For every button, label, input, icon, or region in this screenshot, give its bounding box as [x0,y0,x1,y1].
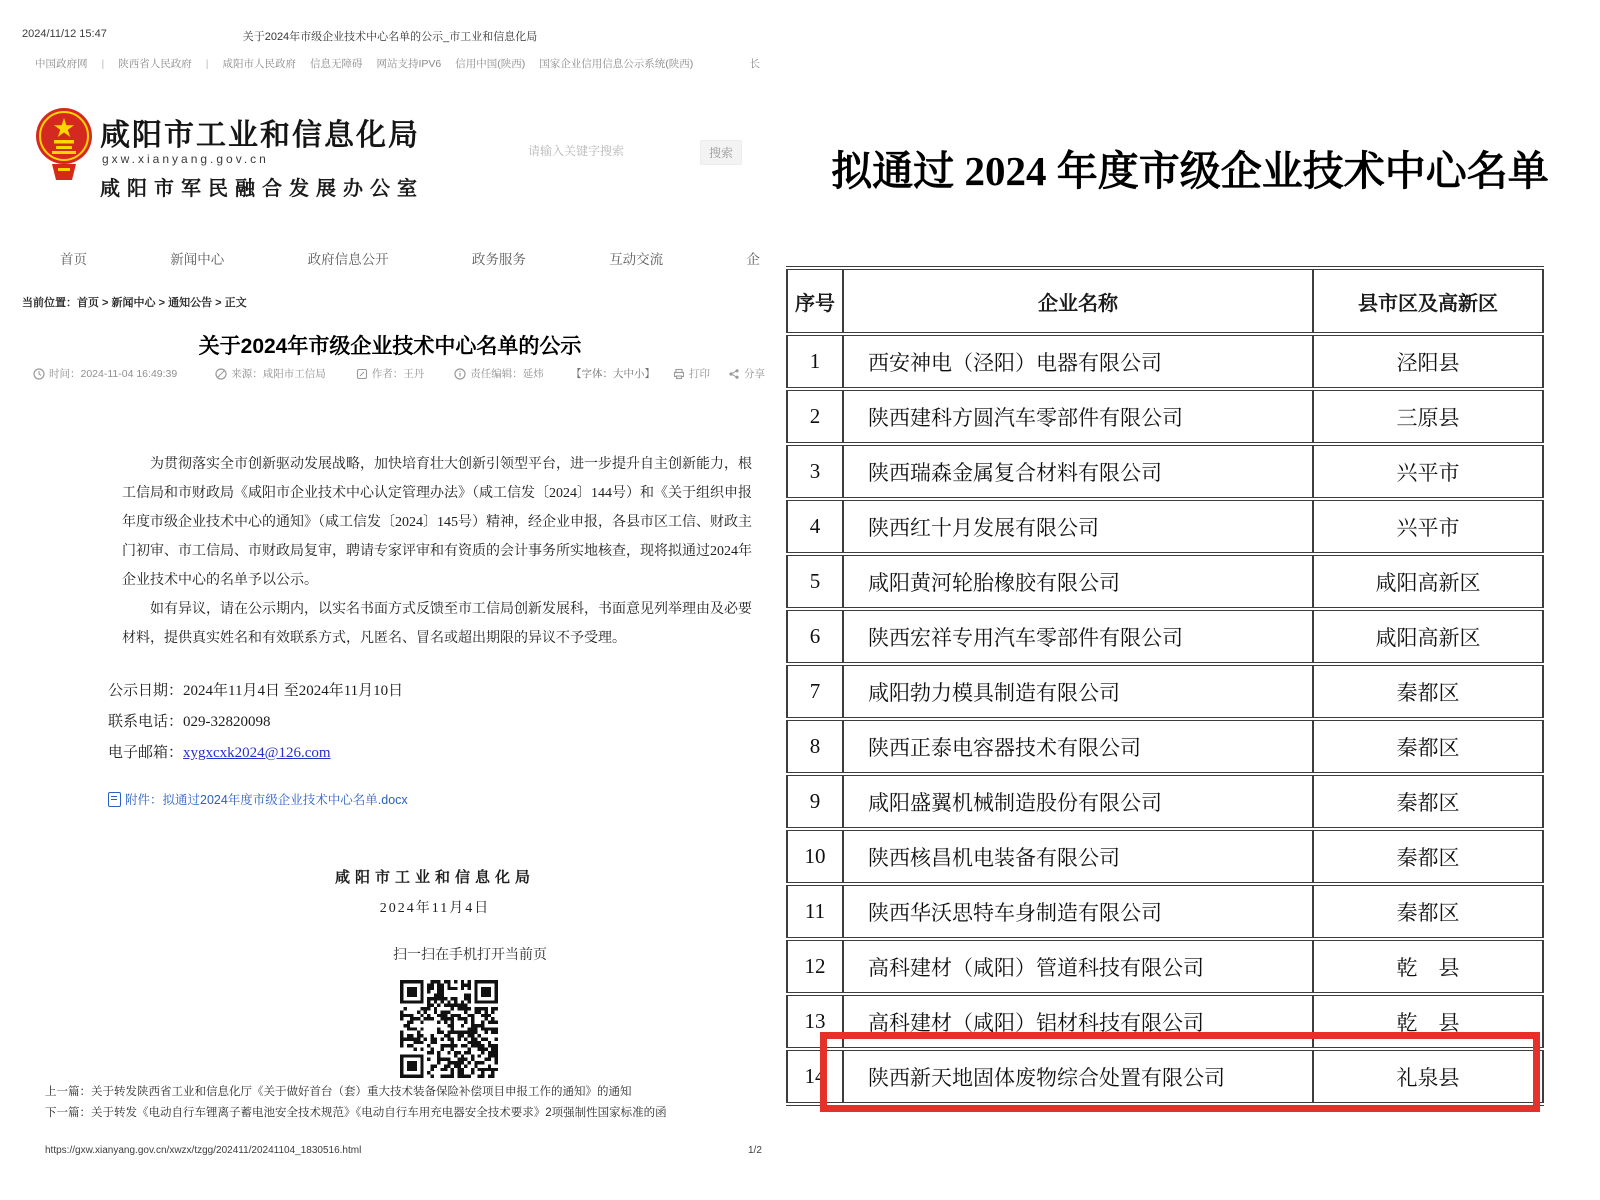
print-doc-title: 关于2024年市级企业技术中心名单的公示_市工业和信息化局 [242,31,538,43]
cell-district: 兴平市 [1313,444,1543,499]
list-title: 拟通过 2024 年度市级企业技术中心名单 [831,148,1549,194]
table-header-row [787,268,1543,334]
cell-seq: 7 [787,664,843,719]
cell-district: 秦都区 [1313,664,1543,719]
cell-company: 陕西华沃思特车身制造有限公司 [843,884,1313,939]
search-input[interactable]: 请输入关键字搜索 [528,144,625,158]
nav-item[interactable]: 首页 [60,252,87,267]
cell-seq: 5 [787,554,843,609]
cell-company: 咸阳勃力模具制造有限公司 [843,664,1313,719]
font-size-control[interactable]: 【字体：大中小】 [571,368,655,380]
cell-seq: 9 [787,774,843,829]
top-link[interactable]: 陕西省人民政府 [118,58,192,70]
site-url: gxw.xianyang.gov.cn [102,152,269,166]
signature-org: 咸阳市工业和信息化局 [334,870,535,886]
body-line: 如有异议，请在公示期内，以实名书面方式反馈至市工信局创新发展科，书面意见列举理由及必要 [150,602,752,617]
top-link[interactable]: 国家企业信用信息公示系统(陕西) [539,58,694,70]
nav-item[interactable]: 新闻中心 [170,252,225,267]
cell-district: 秦都区 [1313,774,1543,829]
article-body [122,450,782,653]
share-icon [728,368,740,380]
cell-company: 陕西核昌机电装备有限公司 [843,829,1313,884]
header-seq: 序号 [787,268,843,334]
cell-seq: 4 [787,499,843,554]
source-icon [215,368,227,380]
main-nav [60,248,760,268]
page-url: https://gxw.xianyang.gov.cn/xwzx/tzgg/202411/20241104_1830516.html [45,1145,362,1156]
divider: | [101,57,105,70]
attachment-link[interactable] [108,790,408,808]
printer-icon [673,368,685,380]
cell-company: 陕西宏祥专用汽车零部件有限公司 [843,609,1313,664]
webpage-print-view [0,0,780,1200]
cell-seq: 8 [787,719,843,774]
prev-next-links [45,1082,765,1124]
print-button[interactable] [673,366,710,381]
document-icon [108,792,121,807]
print-datetime: 2024/11/12 15:47 [22,28,107,40]
body-line: 企业技术中心的名单予以公示。 [122,573,318,588]
qr-caption: 扫一扫在手机打开当前页 [393,946,547,962]
body-line: 工信局和市财政局《咸阳市企业技术中心认定管理办法》（咸工信发〔2024〕144号）和《关于组织申报 [122,486,752,501]
breadcrumb[interactable]: 当前位置：首页 > 新闻中心 > 通知公告 > 正文 [22,297,247,309]
cell-company: 陕西正泰电容器技术有限公司 [843,719,1313,774]
contact-phone: 联系电话：029-32820098 [108,714,271,730]
cell-seq: 1 [787,334,843,389]
table-row [787,389,1543,444]
search-button[interactable]: 搜索 [700,140,742,165]
meta-author [356,366,425,381]
attachment-label: 附件：拟通过2024年度市级企业技术中心名单.docx [125,793,408,807]
email-link[interactable]: xygxcxk2024@126.com [183,745,331,761]
table-row [787,774,1543,829]
top-link[interactable]: 信用中国(陕西) [455,58,526,70]
cell-district: 泾阳县 [1313,334,1543,389]
cell-company: 咸阳盛翼机械制造股份有限公司 [843,774,1313,829]
page-number: 1/2 [748,1145,762,1156]
cell-district: 兴平市 [1313,499,1543,554]
publicity-dates: 公示日期：2024年11月4日 至2024年11月10日 [108,683,404,699]
cell-company: 高科建材（咸阳）铝材科技有限公司 [843,994,1313,1049]
table-row [787,939,1543,994]
table-row [787,499,1543,554]
nav-item[interactable]: 企 [746,252,760,267]
share-button-label: 分享 [744,368,765,380]
meta-editor-text: 责任编辑：延炜 [470,368,544,380]
table-row [787,609,1543,664]
email-label: 电子邮箱： [108,745,184,761]
cell-district: 咸阳高新区 [1313,609,1543,664]
cell-district: 三原县 [1313,389,1543,444]
cell-district: 乾 县 [1313,939,1543,994]
cell-district: 乾 县 [1313,994,1543,1049]
nav-item[interactable]: 互动交流 [609,252,664,267]
cell-seq: 6 [787,609,843,664]
site-subtitle: 咸阳市军民融合发展办公室 [100,178,424,200]
meta-source [215,366,326,381]
pencil-icon [356,368,368,380]
table-row [787,719,1543,774]
body-line: 门初审、市工信局、市财政局复审，聘请专家评审和有资质的会计事务所实地核查，现将拟通过2024年 [122,544,752,559]
share-button[interactable] [728,366,765,381]
next-article-link[interactable]: 下一篇：关于转发《电动自行车锂离子蓄电池安全技术规范》《电动自行车用充电器安全技术要求》2项强制性国家标准的函 [45,1107,667,1119]
print-header [0,28,780,44]
cell-seq: 14 [787,1049,843,1104]
cell-seq: 10 [787,829,843,884]
list-document [780,0,1600,1200]
print-button-label: 打印 [689,368,710,380]
article-title: 关于2024年市级企业技术中心名单的公示 [198,335,582,358]
cell-seq: 2 [787,389,843,444]
cell-company: 陕西瑞森金属复合材料有限公司 [843,444,1313,499]
table-row [787,884,1543,939]
table-row [787,334,1543,389]
cell-district: 咸阳高新区 [1313,554,1543,609]
national-emblem-logo [34,106,94,184]
meta-editor [454,366,544,381]
table-row [787,994,1543,1049]
cell-company: 陕西红十月发展有限公司 [843,499,1313,554]
cell-company: 咸阳黄河轮胎橡胶有限公司 [843,554,1313,609]
cell-company: 西安神电（泾阳）电器有限公司 [843,334,1313,389]
body-line: 年度市级企业技术中心的通知》（咸工信发〔2024〕145号）精神，经企业申报，各县市区工信、财政主 [122,515,752,530]
table-row [787,829,1543,884]
contact-email-line [108,738,403,769]
cell-district: 礼泉县 [1313,1049,1543,1104]
cell-company: 高科建材（咸阳）管道科技有限公司 [843,939,1313,994]
table-row [787,554,1543,609]
cell-seq: 3 [787,444,843,499]
top-link[interactable]: 中国政府网 [35,58,88,70]
cell-district: 秦都区 [1313,719,1543,774]
body-line: 为贯彻落实全市创新驱动发展战略，加快培育壮大创新引领型平台，进一步提升自主创新能力，根 [150,457,752,472]
body-line: 材料，提供真实姓名和有效联系方式，凡匿名、冒名或超出期限的异议不予受理。 [122,631,626,646]
table-row [787,664,1543,719]
meta-source-text: 来源：咸阳市工信局 [231,368,326,380]
signature-block [300,866,570,917]
info-icon [454,368,466,380]
cell-company: 陕西建科方圆汽车零部件有限公司 [843,389,1313,444]
prev-article-link[interactable]: 上一篇：关于转发陕西省工业和信息化厅《关于做好首台（套）重大技术装备保险补偿项目申报工作的通知》的通知 [45,1086,632,1098]
cell-district: 秦都区 [1313,884,1543,939]
cell-seq: 12 [787,939,843,994]
meta-time [33,366,177,381]
cell-seq: 11 [787,884,843,939]
meta-author-text: 作者：王丹 [371,368,425,380]
divider: | [205,57,209,70]
clock-icon [33,368,45,380]
header-district: 县市区及高新区 [1313,268,1543,334]
site-title: 咸阳市工业和信息化局 [100,119,420,152]
qr-code [400,980,498,1078]
contact-block [108,676,403,769]
signature-date: 2024年11月4日 [379,901,491,916]
article-meta [33,366,765,381]
top-link[interactable]: 网站支持IPV6 [376,58,442,70]
header-company: 企业名称 [843,268,1313,334]
cell-company: 陕西新天地固体废物综合处置有限公司 [843,1049,1313,1104]
top-link[interactable]: 信息无障碍 [309,58,363,70]
top-right-truncated-link[interactable]: 长 [749,58,760,70]
top-link[interactable]: 咸阳市人民政府 [222,58,296,70]
cell-district: 秦都区 [1313,829,1543,884]
top-links [35,56,715,71]
nav-item[interactable]: 政府信息公开 [307,252,389,267]
table-row [787,1049,1543,1104]
table-row [787,444,1543,499]
nav-item[interactable]: 政务服务 [471,252,526,267]
meta-time-text: 时间：2024-11-04 16:49:39 [49,368,178,380]
enterprise-table [786,266,1544,1106]
cell-seq: 13 [787,994,843,1049]
